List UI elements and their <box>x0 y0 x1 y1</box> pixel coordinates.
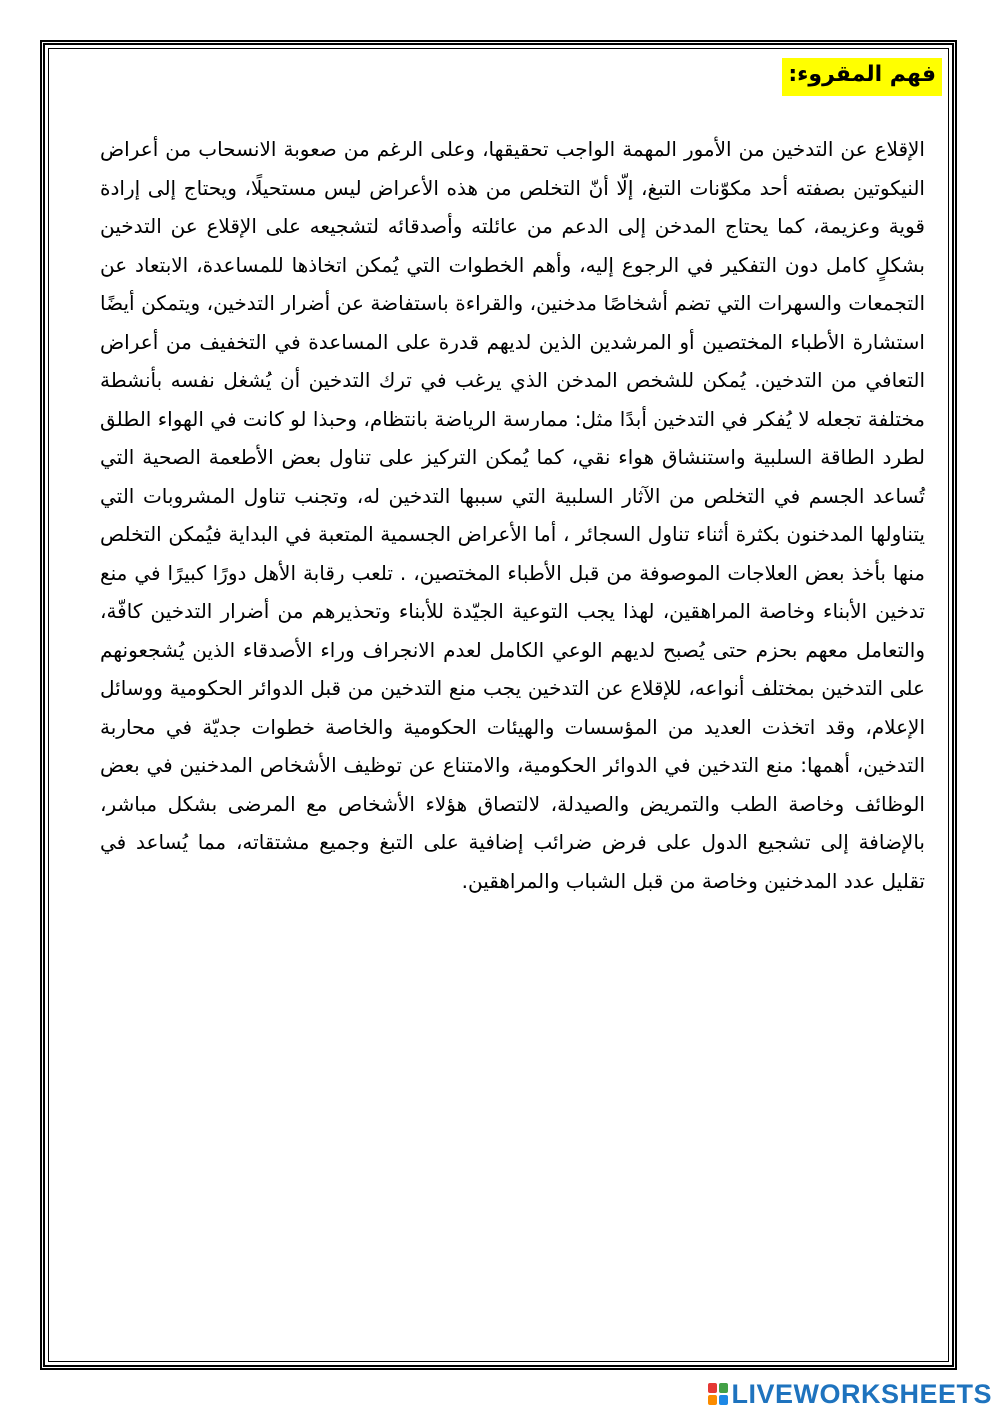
liveworksheets-brand[interactable] <box>708 1378 992 1410</box>
section-heading: فهم المقروء: <box>782 58 942 96</box>
brand-name: LIVEWORKSHEETS <box>731 1379 992 1409</box>
reading-passage: الإقلاع عن التدخين من الأمور المهمة الواجب تحقيقها، وعلى الرغم من صعوبة الانسحاب من أعراض النيكوتين بصفته أحد مكوّنات التبغ، إلّا أنّ التخلص من هذه الأعراض ليس مستحيلًا، ويحتاج إلى إرادة قوية وعزيمة، كما يحتاج المدخن إلى الدعم من عائلته وأصدقائه لتشجيعه على الإقلاع عن التدخين بشكلٍ كامل دون التفكير في الرجوع إليه، وأهم الخطوات التي يُمكن اتخاذها للمساعدة، الابتعاد عن التجمعات والسهرات التي تضم أشخاصًا مدخنين، والقراءة باستفاضة عن أضرار التدخين، ويتمكن أيضًا استشارة الأطباء المختصين أو المرشدين الذين لديهم قدرة على المساعدة في التخفيف من أعراض التعافي من التدخين. يُمكن للشخص المدخن الذي يرغب في ترك التدخين أن يُشغل نفسه بأنشطة مختلفة تجعله لا يُفكر في التدخين أبدًا مثل: ممارسة الرياضة بانتظام، وحبذا لو كانت في الهواء الطلق لطرد الطاقة السلبية واستنشاق هواء نقي، كما يُمكن التركيز على تناول بعض الأطعمة الصحية التي تُساعد الجسم في التخلص من الآثار السلبية التي سببها التدخين له، وتجنب تناول المشروبات التي يتناولها المدخنون بكثرة أثناء تناول السجائر ، أما الأعراض الجسمية المتعبة في البداية فيُمكن التخلص منها بأخذ بعض العلاجات الموصوفة من قبل الأطباء المختصين، . تلعب رقابة الأهل دورًا كبيرًا في منع تدخين الأبناء وخاصة المراهقين، لهذا يجب التوعية الجيّدة للأبناء وتحذيرهم من أضرار التدخين كافّة، والتعامل معهم بحزم حتى يُصبح لديهم الوعي الكامل لعدم الانجراف وراء الأصدقاء الذين يُشجعونهم على التدخين بمختلف أنواعه، للإقلاع عن التدخين يجب منع التدخين من قبل الدوائر الحكومية ووسائل الإعلام، وقد اتخذت العديد من المؤسسات والهيئات الحكومية والخاصة خطوات جديّة في محاربة التدخين، أهمها: منع التدخين في الدوائر الحكومية، والامتناع عن توظيف الأشخاص المدخنين في بعض الوظائف وخاصة الطب والتمريض والصيدلة، لالتصاق هؤلاء الأشخاص مع المرضى بشكل مباشر، بالإضافة إلى تشجيع الدول على فرض ضرائب إضافية على التبغ وجميع مشتقاته، مما يُساعد في تقليل عدد المدخنين وخاصة من قبل الشباب والمراهقين. <box>100 137 925 893</box>
liveworksheets-logo-icon <box>708 1383 728 1405</box>
